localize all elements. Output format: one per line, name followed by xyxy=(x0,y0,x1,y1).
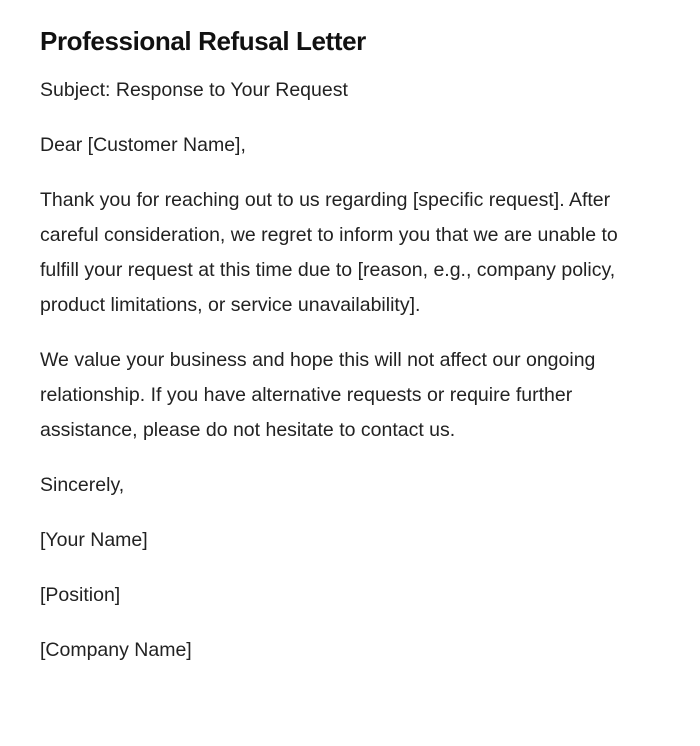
body-paragraph-1: Thank you for reaching out to us regarding [specific request]. After careful consideration, we regret to inform you that we are unable to fulfill your request at this time due to [reason, e.g., company policy, product limitations, or service unavailability]. xyxy=(40,189,618,316)
signature-company: [Company Name] xyxy=(40,639,192,661)
signature-position: [Position] xyxy=(40,584,121,606)
subject-line: Subject: Response to Your Request xyxy=(40,79,348,101)
closing: Sincerely, xyxy=(40,474,125,496)
salutation: Dear [Customer Name], xyxy=(40,134,246,156)
document-title: Professional Refusal Letter xyxy=(40,26,366,56)
body-paragraph-2: We value your business and hope this will not affect our ongoing relationship. If you have alternative requests or require further assistance, please do not hesitate to contact us. xyxy=(40,349,596,441)
signature-name: [Your Name] xyxy=(40,529,148,551)
